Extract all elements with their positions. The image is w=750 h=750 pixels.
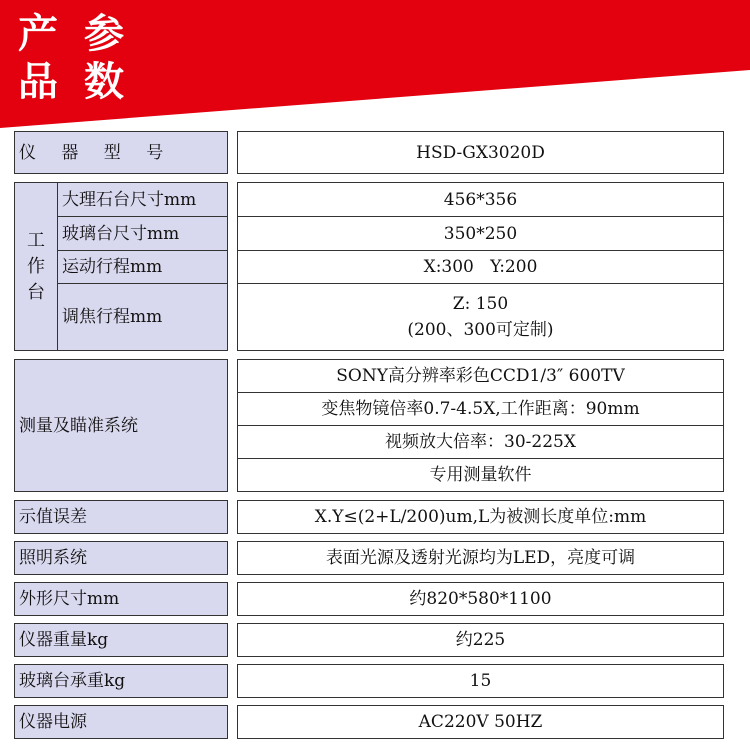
worktable-group-label — [14, 182, 58, 351]
glass-size-value: 350*250 — [237, 216, 724, 251]
title-char-4: 数 — [84, 59, 125, 105]
weight-value: 约225 — [237, 623, 724, 657]
lighting-value: 表面光源及透射光源均为LED，亮度可调 — [237, 541, 724, 575]
lighting-label: 照明系统 — [14, 541, 228, 575]
glass-size-label: 玻璃台尺寸mm — [57, 216, 228, 251]
error-label: 示值误差 — [14, 500, 228, 534]
travel-value: X:300 Y:200 — [237, 250, 724, 284]
measure-system-label: 测量及瞄准系统 — [14, 359, 228, 492]
header-banner — [0, 0, 750, 130]
title-char-1: 产 — [18, 11, 59, 57]
glass-load-label: 玻璃台承重kg — [14, 664, 228, 698]
focus-label: 调焦行程mm — [57, 283, 228, 351]
marble-size-value: 456*356 — [237, 182, 724, 217]
marble-size-label: 大理石台尺寸mm — [57, 182, 228, 217]
error-value: X.Y≤(2+L/200)um,L为被测长度单位:mm — [237, 500, 724, 534]
title-char-3: 品 — [18, 59, 59, 105]
measure-value-ccd: SONY高分辨率彩色CCD1/3″ 600TV — [237, 359, 724, 393]
model-label: 仪 器 型 号 — [14, 131, 228, 174]
size-label: 外形尺寸mm — [14, 582, 228, 616]
title-char-2: 参 — [84, 11, 125, 57]
power-value: AC220V 50HZ — [237, 705, 724, 739]
worktable-char-2: 作 — [27, 255, 45, 277]
worktable-char-1: 工 — [27, 229, 45, 251]
focus-value — [237, 283, 724, 351]
power-label: 仪器电源 — [14, 705, 228, 739]
travel-label: 运动行程mm — [57, 250, 228, 284]
weight-label: 仪器重量kg — [14, 623, 228, 657]
size-value: 约820*580*1100 — [237, 582, 724, 616]
glass-load-value: 15 — [237, 664, 724, 698]
measure-value-software: 专用测量软件 — [237, 458, 724, 492]
focus-value-line1: Z: 150 — [452, 294, 509, 314]
measure-value-zoom: 变焦物镜倍率0.7-4.5X,工作距离：90mm — [237, 392, 724, 426]
model-value: HSD-GX3020D — [237, 131, 724, 174]
focus-value-line2: (200、300可定制) — [407, 320, 554, 340]
worktable-char-3: 台 — [27, 281, 45, 303]
measure-value-magnification: 视频放大倍率：30-225X — [237, 425, 724, 459]
